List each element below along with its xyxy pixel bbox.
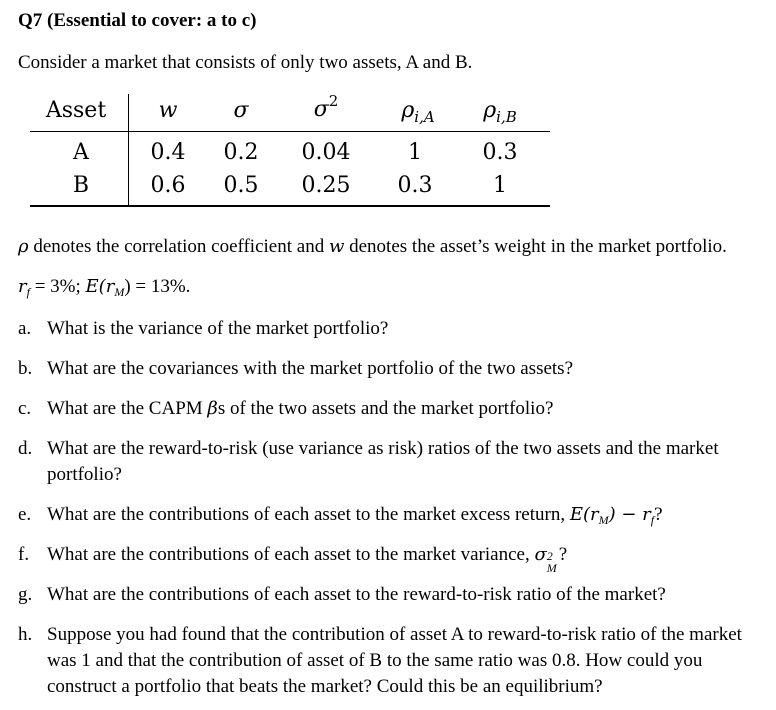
row-b-sigma: 0.5 — [223, 173, 259, 198]
question-text: What are the contributions of each asset to the market excess return, — [47, 504, 570, 525]
question-title: Q7 (Essential to cover: a to c) — [18, 10, 257, 31]
row-b-rho-b: 1 — [493, 173, 507, 198]
parameter-line — [18, 276, 190, 300]
header-rule — [30, 131, 550, 132]
weight-symbol: w — [328, 236, 345, 257]
riskfree-symbol: ) − r — [608, 504, 651, 525]
question-text: Suppose you had found that the contribution of asset A to reward-to-risk ratio of the market was 1 and that the contribution of asset of B to the same ratio was 0.8. How could you construct a portfolio that beats the market? Could this be an equilibrium? — [47, 624, 742, 697]
bottom-rule — [30, 205, 550, 207]
rf-symbol: r — [18, 276, 27, 297]
rho-b-subscript: i,B — [496, 108, 517, 126]
rho-a-subscript: i,A — [414, 108, 435, 126]
question-f — [18, 542, 763, 582]
variance-symbol: σ — [313, 97, 329, 122]
question-d — [18, 436, 763, 502]
rho-b-symbol: ρ — [483, 98, 497, 123]
row-b-weight: 0.6 — [150, 173, 186, 198]
erm-symbol: E(r — [85, 276, 115, 297]
question-c — [18, 396, 763, 436]
header-rho-a — [378, 98, 458, 126]
header-asset: Asset — [45, 98, 107, 123]
question-text-after: ? — [558, 544, 568, 565]
header-rho-b — [460, 98, 540, 126]
question-letter: f. — [18, 544, 30, 565]
question-text: What are the contributions of each asset to the reward-to-risk ratio of the market? — [47, 584, 666, 605]
question-letter: a. — [18, 318, 32, 339]
row-b-asset: B — [72, 173, 90, 198]
question-a — [18, 316, 763, 356]
question-e — [18, 502, 763, 542]
question-b — [18, 356, 763, 396]
definition-line — [18, 236, 727, 258]
header-sigma: σ — [233, 98, 249, 123]
rf-subscript: f — [26, 285, 30, 299]
question-letter: h. — [18, 624, 33, 645]
question-letter: d. — [18, 438, 33, 459]
question-text-after: ? — [654, 504, 663, 525]
question-text: What is the variance of the market portfolio? — [47, 318, 389, 339]
question-text-after: s of the two assets and the market portfolio? — [217, 398, 554, 419]
row-b-rho-a: 0.3 — [397, 173, 433, 198]
question-letter: e. — [18, 504, 32, 525]
erm-value: ) = 13%. — [124, 276, 191, 297]
header-weight: w — [158, 98, 178, 123]
question-letter: c. — [18, 398, 32, 419]
row-a-rho-b: 0.3 — [482, 140, 518, 165]
rho-symbol: ρ — [18, 236, 29, 257]
rho-a-symbol: ρ — [401, 98, 415, 123]
question-text: What are the CAPM — [47, 398, 208, 419]
riskfree-subscript: f — [650, 513, 655, 527]
question-g — [18, 582, 763, 622]
question-text: What are the covariances with the market portfolio of the two assets? — [47, 358, 573, 379]
expected-return-symbol: E(r — [569, 504, 599, 525]
weight-definition: denotes the asset’s weight in the market portfolio. — [344, 236, 727, 257]
row-a-asset: A — [73, 140, 89, 165]
erm-subscript: M — [114, 285, 125, 299]
beta-symbol: β — [207, 398, 218, 419]
row-a-sigma: 0.2 — [223, 140, 259, 165]
row-a-rho-a: 1 — [408, 140, 422, 165]
intro-text: Consider a market that consists of only two assets, A and B. — [18, 52, 473, 73]
row-a-weight: 0.4 — [150, 140, 186, 165]
asset-table — [30, 94, 550, 206]
market-subscript: M — [598, 513, 609, 527]
rho-definition: denotes the correlation coefficient and — [28, 236, 329, 257]
question-text: What are the reward-to-risk (use variance as risk) ratios of the two assets and the market portfolio? — [47, 438, 719, 485]
row-a-variance: 0.04 — [301, 140, 351, 165]
question-text: What are the contributions of each asset to the market variance, — [47, 544, 535, 565]
question-list — [18, 316, 763, 700]
header-variance — [286, 92, 366, 122]
market-variance-symbol: σ — [534, 544, 547, 565]
row-b-variance: 0.25 — [301, 173, 351, 198]
variance-superscript: 2 — [546, 549, 553, 563]
variance-subscript: M — [546, 561, 557, 575]
variance-exponent: 2 — [328, 92, 339, 110]
question-letter: g. — [18, 584, 33, 605]
question-h — [18, 622, 763, 700]
rf-value: = 3%; — [29, 276, 86, 297]
question-letter: b. — [18, 358, 33, 379]
